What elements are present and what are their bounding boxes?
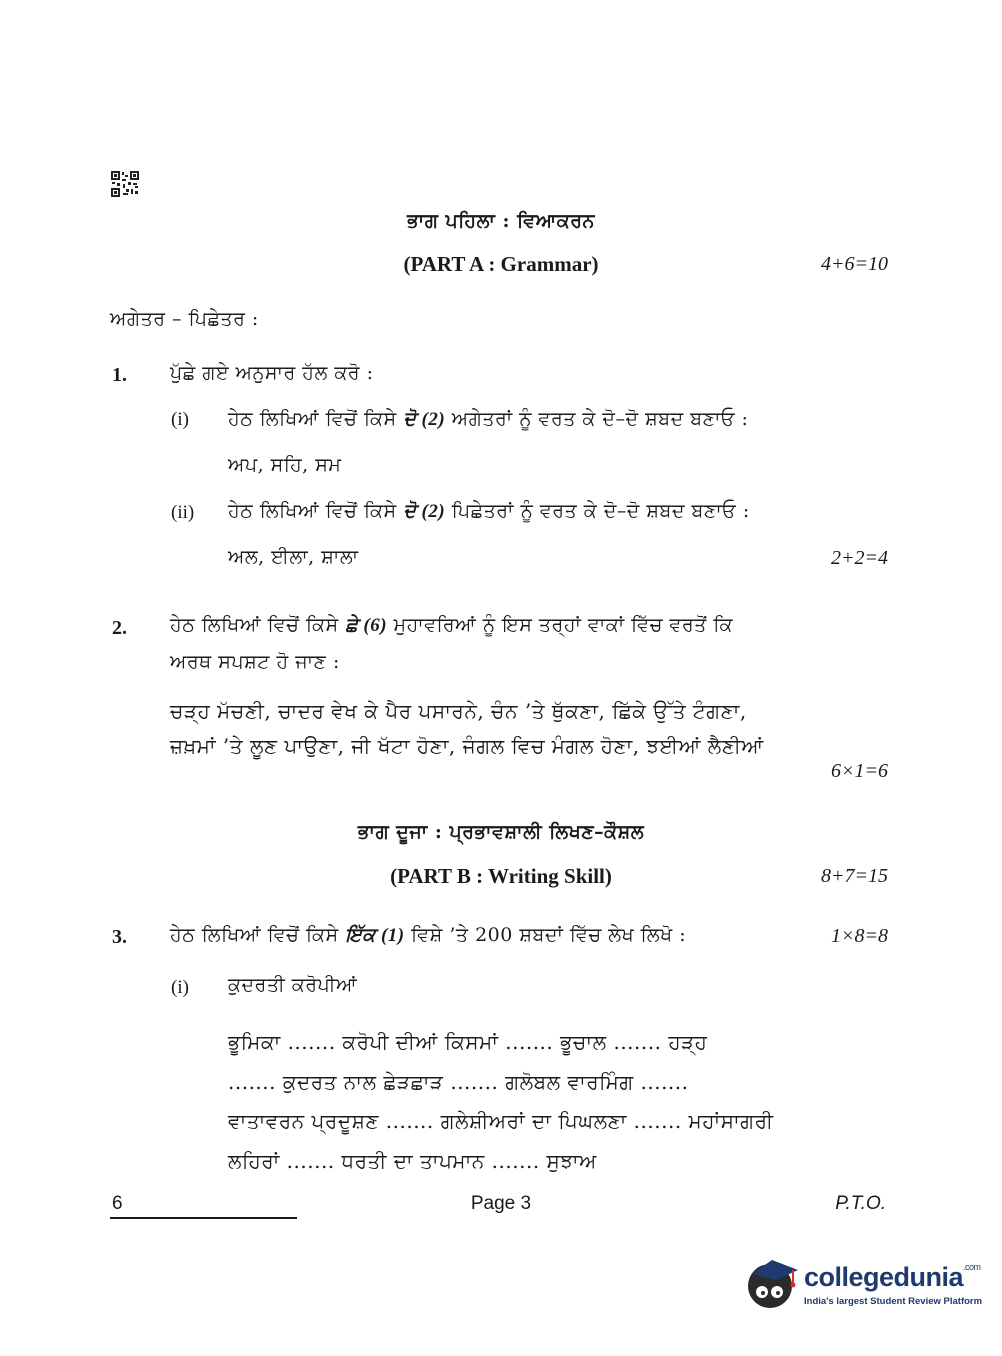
footer-page-number: Page 3 <box>470 1193 532 1214</box>
question-2-marks: 6×1=6 <box>831 760 888 782</box>
q1-sub-i-emphasis: ਦੋ (2) <box>403 409 446 430</box>
q1-sub-i-text-before: ਹੇਠ ਲਿਖਿਆਂ ਵਿਚੋਂ ਕਿਸੇ <box>228 408 397 430</box>
part-b-heading-punjabi: ਭਾਗ ਦੂਜਾ : ਪ੍ਰਭਾਵਸ਼ਾਲੀ ਲਿਖਣ–ਕੌਸ਼ਲ <box>357 821 645 843</box>
q1-sub-ii-text <box>228 500 750 523</box>
qr-code-icon <box>110 170 140 198</box>
q3-outline-line-4: ਲਹਿਰਾਂ ....... ਧਰਤੀ ਦਾ ਤਾਪਮਾਨ ....... ਸੁਝਾਅ <box>228 1149 597 1173</box>
q3-outline-line-3: ਵਾਤਾਵਰਨ ਪ੍ਰਦੂਸ਼ਣ ....... ਗਲੇਸ਼ੀਅਰਾਂ ਦਾ ਪਿਘਲਣਾ ....... ਮਹਾਂਸਾਗਰੀ <box>228 1109 774 1133</box>
watermark-tld: .com <box>963 1262 981 1272</box>
question-2-line-2: ਅਰਥ ਸਪਸ਼ਟ ਹੋ ਜਾਣ : <box>170 651 340 673</box>
q2-emphasis: ਛੇ (6) <box>345 615 388 636</box>
q3-emphasis: ਇੱਕ (1) <box>345 925 405 946</box>
section-label: ਅਗੇਤਰ – ਪਿਛੇਤਰ : <box>110 308 259 330</box>
q1-sub-i-label: (i) <box>171 409 189 430</box>
q2-idioms-line-1: ਚੜ੍ਹ ਮੱਚਣੀ, ਚਾਦਰ ਵੇਖ ਕੇ ਪੈਰ ਪਸਾਰਨੇ, ਚੰਨ ’ਤੇ ਥੁੱਕਣਾ, ਛਿੱਕੇ ਉੱਤੇ ਟੰਗਣਾ, <box>170 699 747 723</box>
part-b-marks: 8+7=15 <box>821 865 888 887</box>
mascot-icon <box>742 1252 804 1314</box>
q1-sub-ii-emphasis: ਦੋ (2) <box>403 501 446 522</box>
q1-sub-i-prefixes: ਅਪ, ਸਹਿ, ਸਮ <box>228 454 342 476</box>
question-3-number: 3. <box>112 926 127 948</box>
q3-outline-line-2: ....... ਕੁਦਰਤ ਨਾਲ ਛੇੜਛਾੜ ....... ਗਲੋਬਲ ਵਾਰਮਿੰਗ ....... <box>228 1070 689 1094</box>
part-a-heading-punjabi: ਭਾਗ ਪਹਿਲਾ : ਵਿਆਕਰਨ <box>407 210 595 232</box>
q3-outline-line-1: ਭੂਮਿਕਾ ....... ਕਰੋਪੀ ਦੀਆਂ ਕਿਸਮਾਂ ....... ਭੂਚਾਲ ....... ਹੜ੍ਹ <box>228 1030 708 1054</box>
watermark-tagline: India's largest Student Review Platform <box>804 1296 983 1307</box>
footer-paper-code: 6 <box>112 1193 123 1214</box>
q1-sub-ii-label: (ii) <box>171 502 195 523</box>
part-b-heading-english: (PART B : Writing Skill) <box>390 864 612 888</box>
q2-text-after: ਮੁਹਾਵਰਿਆਂ ਨੂੰ ਇਸ ਤਰ੍ਹਾਂ ਵਾਕਾਂ ਵਿੱਚ ਵਰਤੋਂ ਕਿ <box>393 614 733 636</box>
question-3-text <box>170 924 686 947</box>
q3-text-before: ਹੇਠ ਲਿਖਿਆਂ ਵਿਚੋਂ ਕਿਸੇ <box>170 924 339 946</box>
collegedunia-watermark <box>742 1252 983 1316</box>
q2-text-before: ਹੇਠ ਲਿਖਿਆਂ ਵਿਚੋਂ ਕਿਸੇ <box>170 614 339 636</box>
q3-sub-i-title: ਕੁਦਰਤੀ ਕਰੋਪੀਆਂ <box>228 974 358 996</box>
part-a-heading-english: (PART A : Grammar) <box>403 252 599 276</box>
part-a-marks: 4+6=10 <box>821 253 888 275</box>
footer-pto: P.T.O. <box>835 1193 886 1214</box>
q1-sub-ii-suffixes: ਅਲ, ਈਲਾ, ਸ਼ਾਲਾ <box>228 546 359 568</box>
question-2-number: 2. <box>112 617 127 639</box>
question-1-text: ਪੁੱਛੇ ਗਏ ਅਨੁਸਾਰ ਹੱਲ ਕਰੋ : <box>170 362 374 384</box>
question-2-line-1 <box>170 614 733 637</box>
question-1-marks: 2+2=4 <box>831 547 888 569</box>
q3-sub-i-label: (i) <box>171 977 189 998</box>
question-1-number: 1. <box>112 364 127 386</box>
q1-sub-i-text-after: ਅਗੇਤਰਾਂ ਨੂੰ ਵਰਤ ਕੇ ਦੋ–ਦੋ ਸ਼ਬਦ ਬਣਾਓ : <box>451 408 749 430</box>
footer-rule <box>110 1217 297 1219</box>
watermark-brand: collegedunia <box>804 1262 964 1292</box>
q1-sub-ii-text-after: ਪਿਛੇਤਰਾਂ ਨੂੰ ਵਰਤ ਕੇ ਦੋ–ਦੋ ਸ਼ਬਦ ਬਣਾਓ : <box>451 500 750 522</box>
question-3-marks: 1×8=8 <box>831 925 888 947</box>
q3-text-after: ਵਿਸ਼ੇ ’ਤੇ 200 ਸ਼ਬਦਾਂ ਵਿੱਚ ਲੇਖ ਲਿਖੋ : <box>411 924 687 946</box>
q2-idioms-line-2: ਜ਼ਖ਼ਮਾਂ ’ਤੇ ਲੂਣ ਪਾਉਣਾ, ਜੀ ਖੱਟਾ ਹੋਣਾ, ਜੰਗਲ ਵਿਚ ਮੰਗਲ ਹੋਣਾ, ਝਈਆਂ ਲੈਣੀਆਂ <box>170 734 764 758</box>
q1-sub-i-text <box>228 408 748 431</box>
q1-sub-ii-text-before: ਹੇਠ ਲਿਖਿਆਂ ਵਿਚੋਂ ਕਿਸੇ <box>228 500 397 522</box>
